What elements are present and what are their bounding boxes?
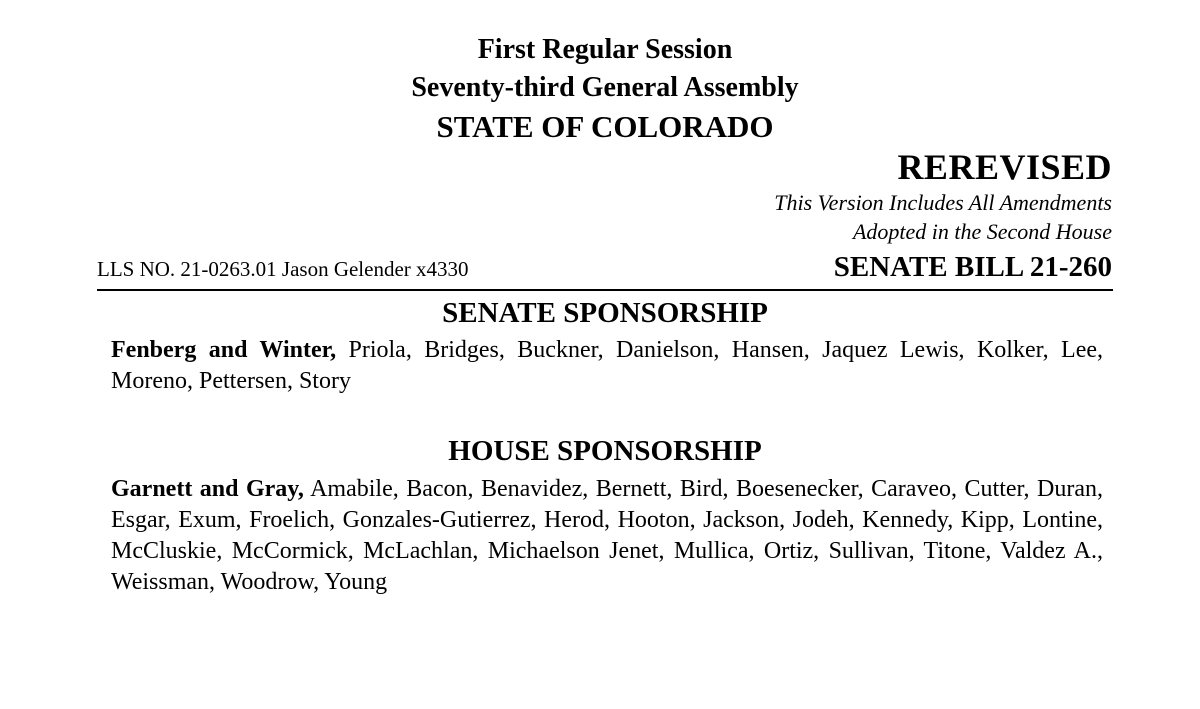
version-note-line2: Adopted in the Second House [852,219,1112,244]
senate-sponsors [111,335,1103,397]
senate-cosponsors: Priola, Bridges, Buckner, Danielson, Hansen, Jaquez Lewis, Kolker, Lee, Moreno, Pettersen, Story [111,337,1104,394]
house-cosponsors: Amabile, Bacon, Benavidez, Bernett, Bird, Boesenecker, Caraveo, Cutter, Duran, Esgar, Exum, Froelich, Gonzales-Gutierrez, Herod, Hooton, Jackson, Jodeh, Kennedy, Kipp, Lontine, McCluskie, McCormick, McLachlan, Michaelson Jenet, Mullica, Ortiz, Sullivan, Titone, Valdez A., Weissman, Woodrow, Young [111,476,1103,595]
house-sponsorship-heading: HOUSE SPONSORSHIP [448,435,762,467]
state-title: STATE OF COLORADO [436,109,774,144]
senate-sponsorship-heading: SENATE SPONSORSHIP [442,297,768,329]
senate-prime-sponsors: Fenberg and Winter, [111,337,337,363]
bill-number: SENATE BILL 21-260 [833,251,1112,283]
assembly-title: Seventy-third General Assembly [411,72,799,103]
lls-number: LLS NO. 21-0263.01 Jason Gelender x4330 [97,257,469,281]
session-title: First Regular Session [477,34,733,65]
version-note-line1: This Version Includes All Amendments [774,190,1112,215]
version-status: REREVISED [897,147,1112,187]
header-divider [97,289,1113,291]
house-sponsors [111,474,1103,598]
house-prime-sponsors: Garnett and Gray, [111,476,304,502]
